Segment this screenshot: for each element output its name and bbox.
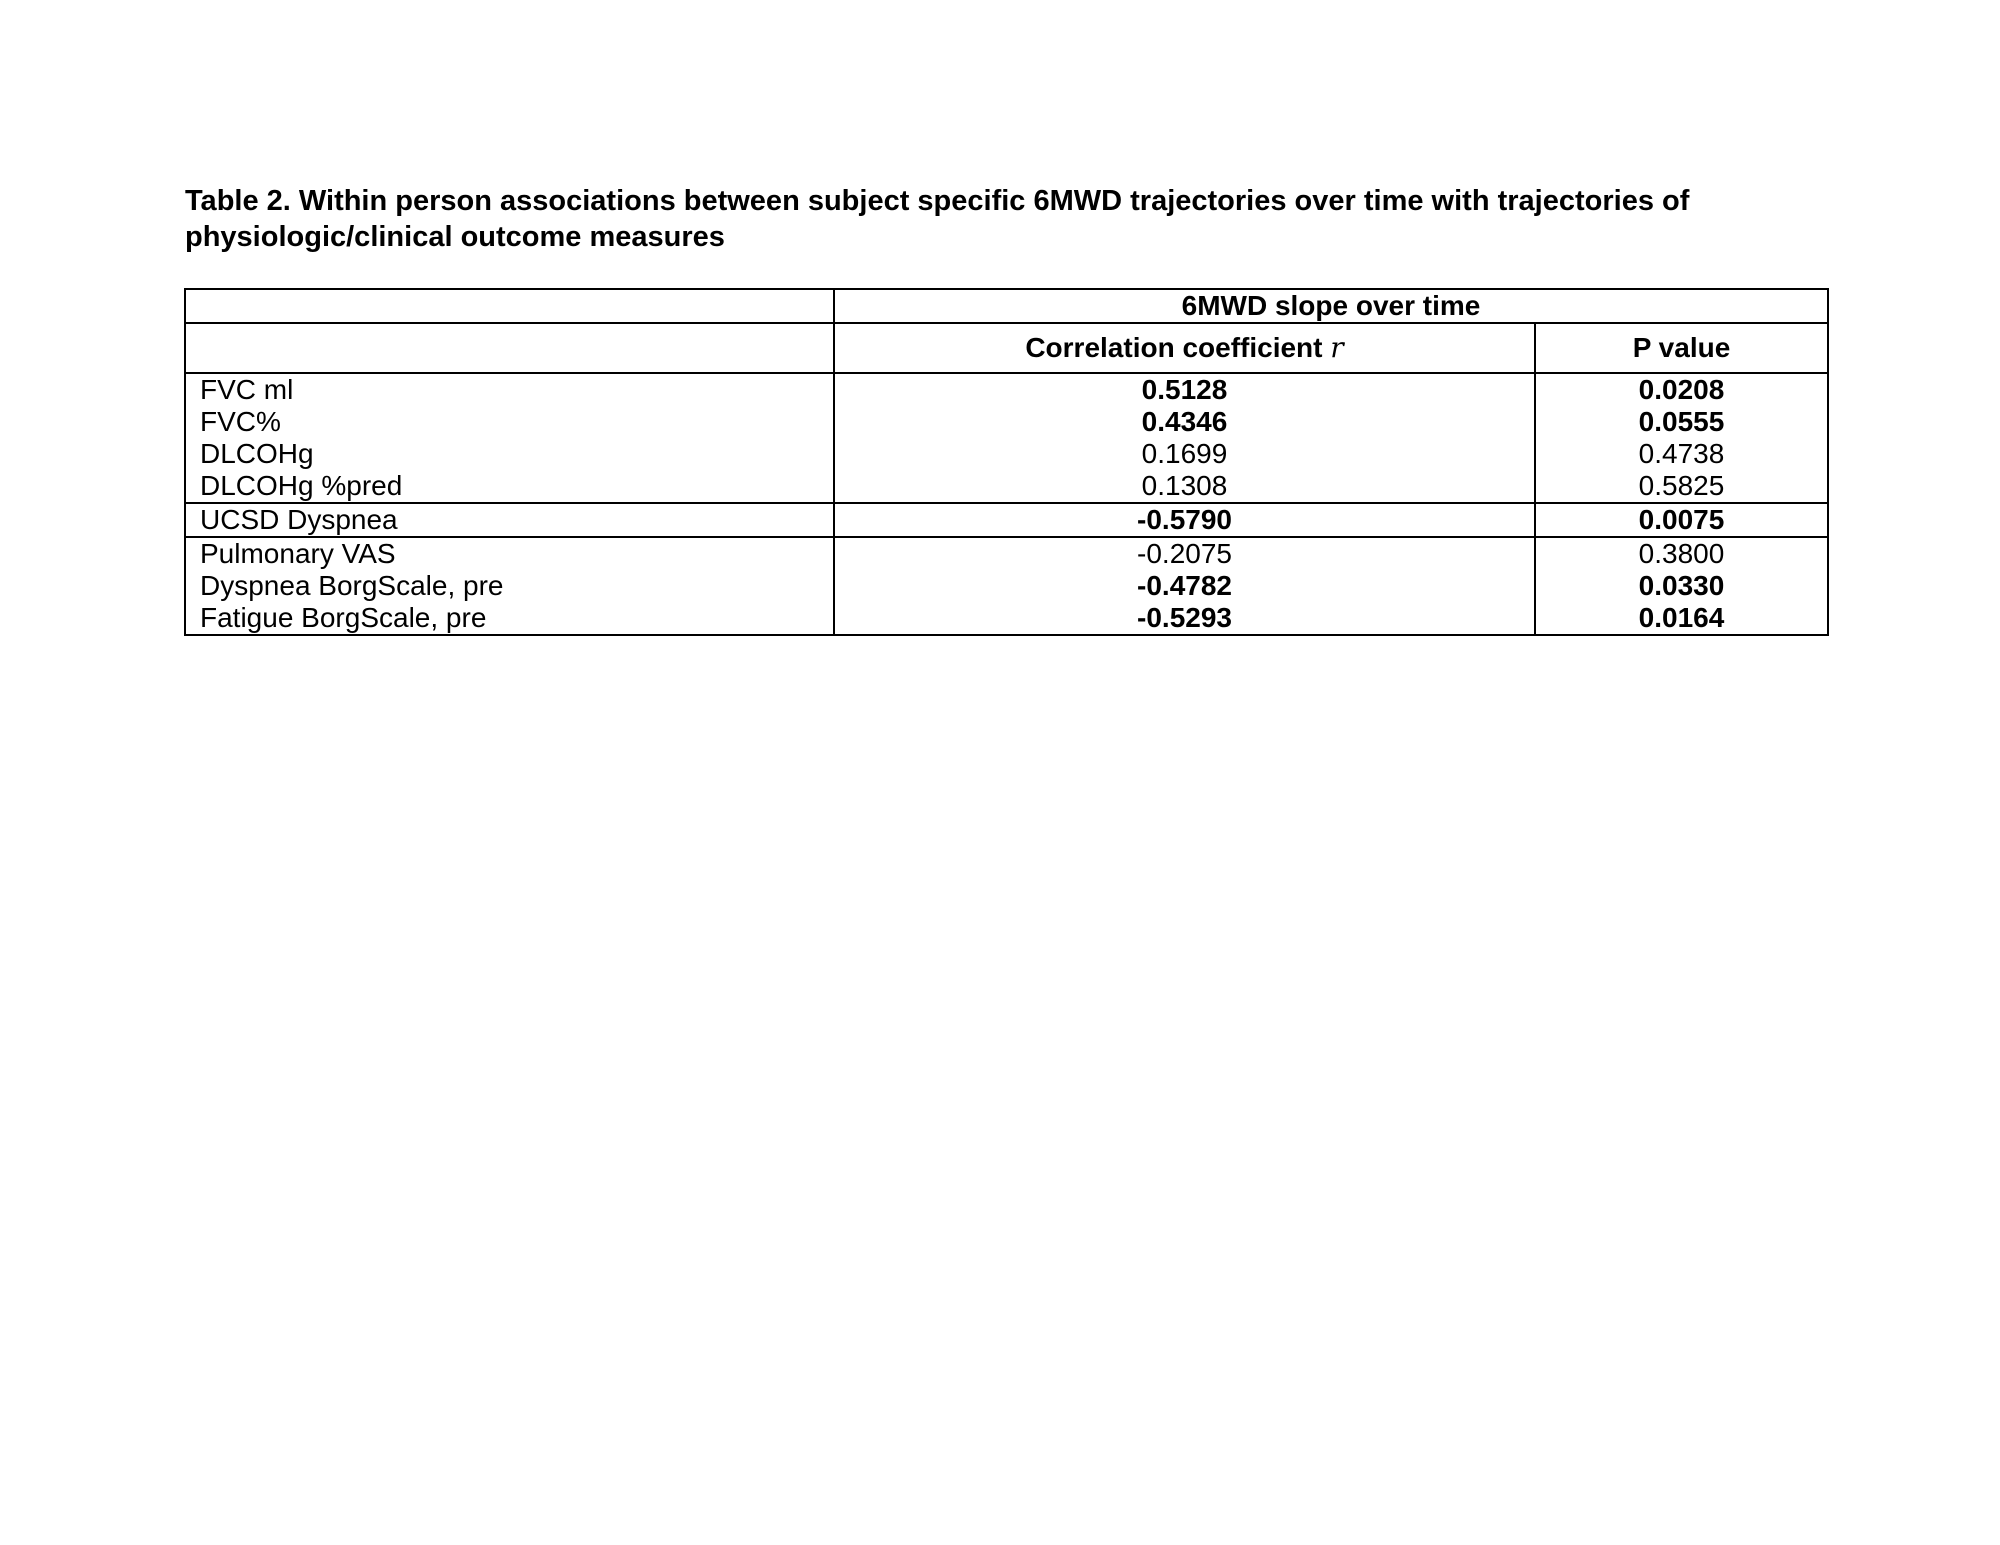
row-p-value: 0.0555 <box>1535 406 1828 438</box>
corr-column-header <box>834 323 1535 373</box>
row-label: DLCOHg <box>185 438 834 470</box>
p-column-header: P value <box>1535 323 1828 373</box>
row-r-value: -0.4782 <box>834 570 1535 602</box>
row-p-value: 0.0330 <box>1535 570 1828 602</box>
row-r-value: -0.5790 <box>834 503 1535 537</box>
column-header-row <box>185 323 1828 373</box>
row-r-value: 0.5128 <box>834 373 1535 406</box>
table-row <box>185 373 1828 406</box>
empty-header-cell <box>185 323 834 373</box>
row-p-value: 0.4738 <box>1535 438 1828 470</box>
table-caption <box>185 183 1825 255</box>
row-label: Pulmonary VAS <box>185 537 834 570</box>
row-p-value: 0.3800 <box>1535 537 1828 570</box>
table-row <box>185 406 1828 438</box>
table-row <box>185 537 1828 570</box>
table-row <box>185 438 1828 470</box>
caption-line-2: physiologic/clinical outcome measures <box>185 221 725 253</box>
row-p-value: 0.0208 <box>1535 373 1828 406</box>
row-r-value: -0.2075 <box>834 537 1535 570</box>
table-row <box>185 503 1828 537</box>
row-r-value: 0.1699 <box>834 438 1535 470</box>
table-row <box>185 570 1828 602</box>
row-r-value: 0.1308 <box>834 470 1535 503</box>
table-row <box>185 602 1828 635</box>
row-label: DLCOHg %pred <box>185 470 834 503</box>
row-label: FVC ml <box>185 373 834 406</box>
group-header-row <box>185 289 1828 323</box>
corr-symbol: r <box>1330 331 1344 364</box>
row-label: Fatigue BorgScale, pre <box>185 602 834 635</box>
row-r-value: 0.4346 <box>834 406 1535 438</box>
row-label: Dyspnea BorgScale, pre <box>185 570 834 602</box>
caption-line-1: Table 2. Within person associations between subject specific 6MWD trajectories over time with trajectories of <box>185 185 1690 217</box>
row-label: FVC% <box>185 406 834 438</box>
row-p-value: 0.0164 <box>1535 602 1828 635</box>
row-r-value: -0.5293 <box>834 602 1535 635</box>
group-header: 6MWD slope over time <box>834 289 1828 323</box>
row-p-value: 0.5825 <box>1535 470 1828 503</box>
row-label: UCSD Dyspnea <box>185 503 834 537</box>
empty-header-cell <box>185 289 834 323</box>
results-table <box>184 288 1829 636</box>
corr-column-label: Correlation coefficient <box>1025 332 1323 363</box>
row-p-value: 0.0075 <box>1535 503 1828 537</box>
table-row <box>185 470 1828 503</box>
